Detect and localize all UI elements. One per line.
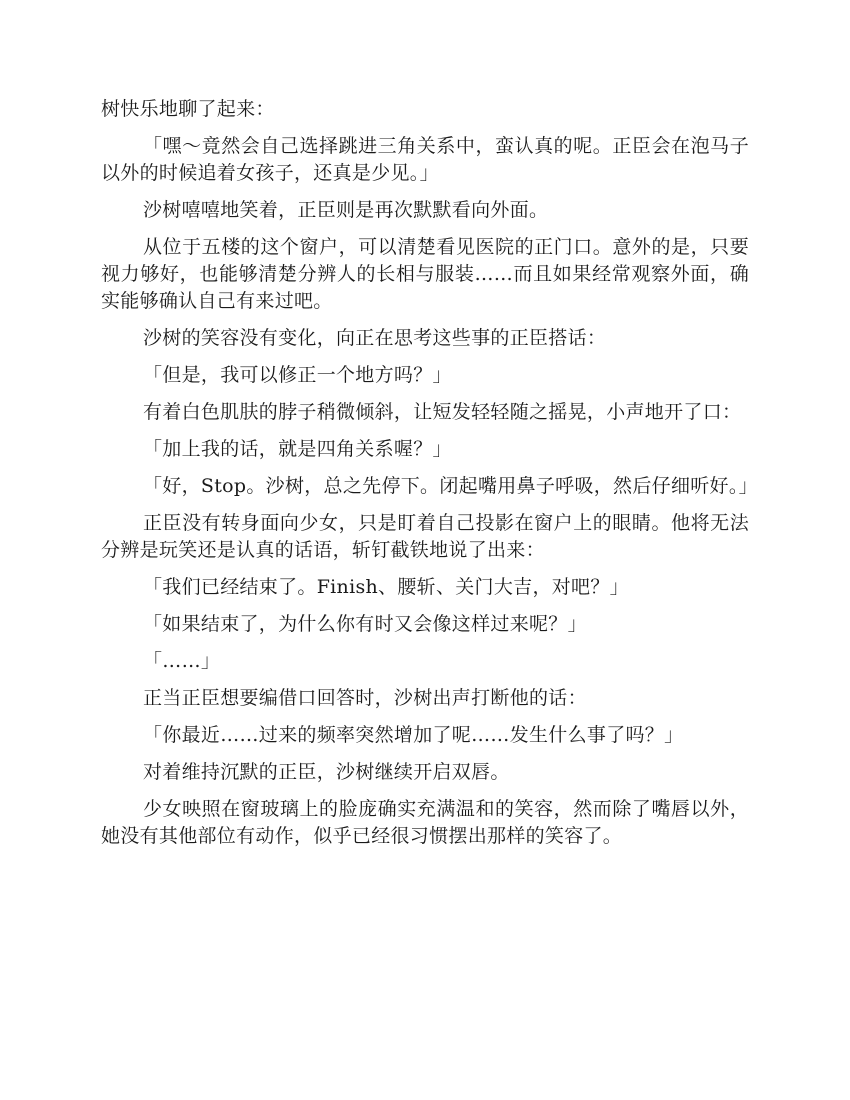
paragraph: 「嘿～竟然会自己选择跳进三角关系中，蛮认真的呢。正臣会在泡马子以外的时候追着女孩子，还真是少见。」 <box>101 135 749 184</box>
paragraph: 有着白色肌肤的脖子稍微倾斜，让短发轻轻随之摇晃，小声地开了口： <box>143 401 742 423</box>
paragraph: 「你最近……过来的频率突然增加了呢……发生什么事了吗？」 <box>143 724 684 746</box>
paragraph: 从位于五楼的这个窗户，可以清楚看见医院的正门口。意外的是，只要视力够好，也能够清楚分辨人的长相与服装……而且如果经常观察外面，确实能够确认自己有来过吧。 <box>101 236 749 312</box>
paragraph: 沙树的笑容没有变化，向正在思考这些事的正臣搭话： <box>143 327 607 349</box>
paragraph: 对着维持沉默的正臣，沙树继续开启双唇。 <box>143 761 510 783</box>
paragraph: 沙树嘻嘻地笑着，正臣则是再次默默看向外面。 <box>143 199 549 221</box>
paragraph: 「我们已经结束了。Finish、腰斩、关门大吉，对吧？」 <box>143 576 629 598</box>
document-page <box>101 96 758 860</box>
paragraph: 「好，Stop。沙树，总之先停下。闭起嘴用鼻子呼吸，然后仔细听好。」 <box>143 475 758 497</box>
paragraph: 正当正臣想要编借口回答时，沙树出声打断他的话： <box>143 687 587 709</box>
paragraph: 少女映照在窗玻璃上的脸庞确实充满温和的笑容，然而除了嘴唇以外，她没有其他部位有动作，似乎已经很习惯摆出那样的笑容了。 <box>101 798 749 847</box>
paragraph: 正臣没有转身面向少女，只是盯着自己投影在窗户上的眼睛。他将无法分辨是玩笑还是认真的话语，斩钉截铁地说了出来： <box>101 512 749 561</box>
paragraph: 「如果结束了，为什么你有时又会像这样过来呢？」 <box>143 613 587 635</box>
paragraph: 树快乐地聊了起来： <box>101 98 275 120</box>
paragraph: 「加上我的话，就是四角关系喔？」 <box>143 438 452 460</box>
paragraph: 「但是，我可以修正一个地方吗？」 <box>143 364 452 386</box>
paragraph: 「……」 <box>143 650 221 672</box>
